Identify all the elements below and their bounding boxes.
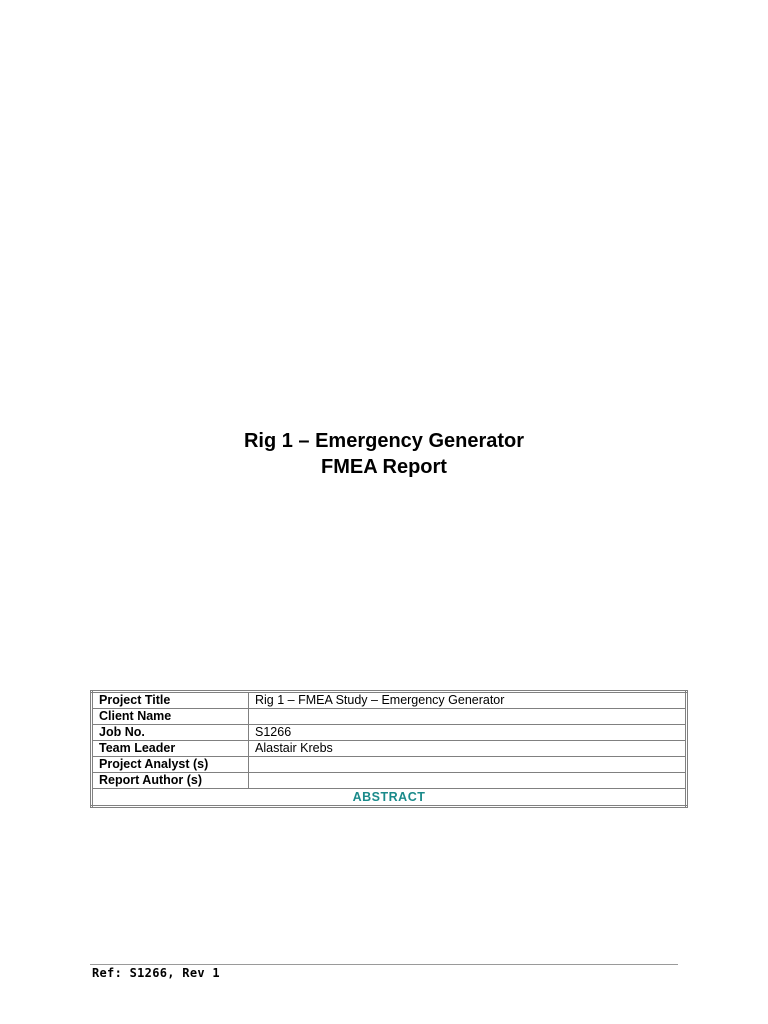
table-row-project-title	[92, 692, 687, 709]
title-line-1: Rig 1 – Emergency Generator	[243, 430, 525, 452]
project-title-label: Project Title	[92, 692, 249, 709]
project-title-value: Rig 1 – FMEA Study – Emergency Generator	[249, 692, 687, 709]
job-no-label: Job No.	[92, 725, 249, 741]
team-leader-label: Team Leader	[92, 741, 249, 757]
report-author-value	[249, 773, 687, 789]
table-row-abstract	[92, 789, 687, 807]
job-no-value: S1266	[249, 725, 687, 741]
title-line-2: FMEA Report	[321, 456, 447, 478]
project-analyst-label: Project Analyst (s)	[92, 757, 249, 773]
table-row-team-leader	[92, 741, 687, 757]
project-analyst-value	[249, 757, 687, 773]
client-name-label: Client Name	[92, 709, 249, 725]
report-author-label: Report Author (s)	[92, 773, 249, 789]
table-row-project-analyst	[92, 757, 687, 773]
project-info-table	[90, 690, 688, 808]
footer-divider	[90, 964, 678, 965]
table-row-report-author	[92, 773, 687, 789]
table-row-job-no	[92, 725, 687, 741]
table-row-client-name	[92, 709, 687, 725]
team-leader-value: Alastair Krebs	[249, 741, 687, 757]
footer-reference: Ref: S1266, Rev 1	[92, 966, 220, 980]
abstract-heading: ABSTRACT	[92, 789, 687, 807]
document-title	[0, 428, 768, 480]
client-name-value	[249, 709, 687, 725]
